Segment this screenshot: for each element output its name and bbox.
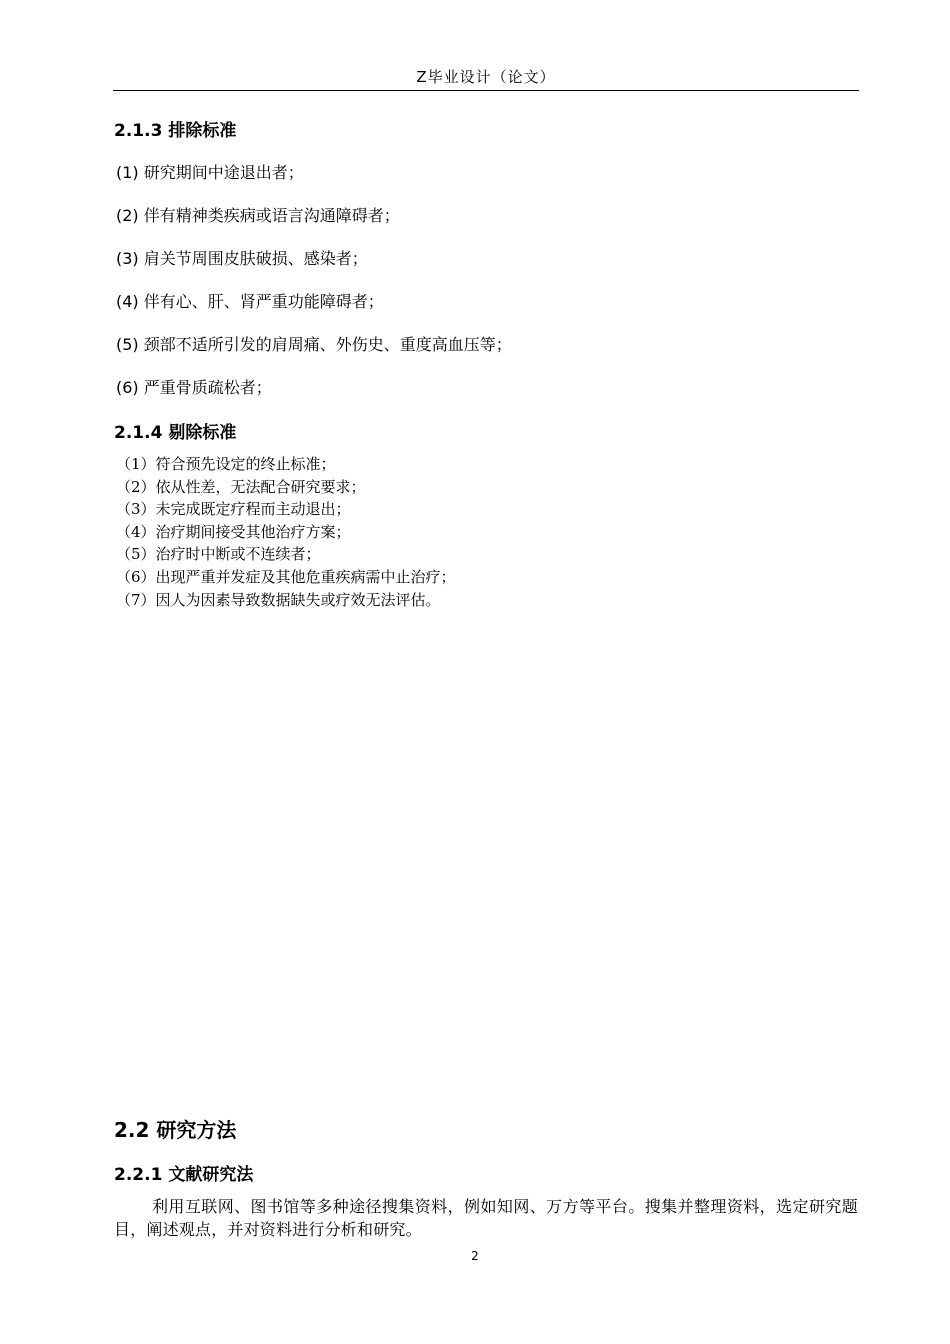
removal-item-7: （7）因人为因素导致数据缺失或疗效无法评估。 bbox=[116, 590, 441, 609]
removal-item-5: （5）治疗时中断或不连续者； bbox=[116, 545, 321, 564]
item-text: 伴有精神类疾病或语言沟通障碍者； bbox=[138, 206, 400, 225]
literature-method-paragraph: 利用互联网、图书馆等多种途径搜集资料，例如知网、万方等平台。搜集并整理资料，选定研究题目，阐述观点，并对资料进行分析和研究。 bbox=[114, 1197, 858, 1239]
removal-item-4: （4）治疗期间接受其他治疗方案； bbox=[116, 522, 351, 541]
item-number: (4) bbox=[116, 292, 139, 311]
page-number: 2 bbox=[471, 1249, 479, 1263]
exclusion-item-3 bbox=[116, 246, 368, 269]
heading-2-1-3: 2.1.3 排除标准 bbox=[114, 121, 237, 141]
exclusion-item-1 bbox=[116, 160, 304, 183]
heading-2-2-1: 2.2.1 文献研究法 bbox=[114, 1165, 254, 1185]
exclusion-item-4 bbox=[116, 289, 384, 312]
removal-item-6: （6）出现严重并发症及其他危重疾病需中止治疗； bbox=[116, 567, 456, 586]
removal-item-2: （2）依从性差，无法配合研究要求； bbox=[116, 477, 366, 496]
removal-item-1: （1）符合预先设定的终止标准； bbox=[116, 455, 336, 473]
removal-item-3: （3）未完成既定疗程而主动退出； bbox=[116, 500, 351, 519]
removal-criteria-list bbox=[116, 453, 456, 611]
heading-2-2: 2.2 研究方法 bbox=[114, 1118, 237, 1142]
page-header-title: Z毕业设计（论文） bbox=[416, 68, 556, 86]
item-number: (2) bbox=[116, 206, 139, 225]
item-number: (5) bbox=[116, 335, 139, 354]
item-text: 颈部不适所引发的肩周痛、外伤史、重度高血压等； bbox=[138, 335, 512, 354]
item-text: 伴有心、肝、肾严重功能障碍者； bbox=[138, 292, 384, 311]
item-number: (1) bbox=[116, 163, 139, 182]
item-number: (6) bbox=[116, 378, 139, 397]
item-text: 研究期间中途退出者； bbox=[138, 163, 304, 182]
heading-2-1-4: 2.1.4 剔除标准 bbox=[114, 423, 237, 443]
header-divider bbox=[113, 90, 859, 91]
item-text: 严重骨质疏松者； bbox=[138, 378, 272, 397]
exclusion-item-6 bbox=[116, 375, 272, 398]
exclusion-item-5 bbox=[116, 332, 512, 355]
item-text: 肩关节周围皮肤破损、感染者； bbox=[138, 249, 368, 268]
item-number: (3) bbox=[116, 249, 139, 268]
exclusion-item-2 bbox=[116, 203, 400, 226]
